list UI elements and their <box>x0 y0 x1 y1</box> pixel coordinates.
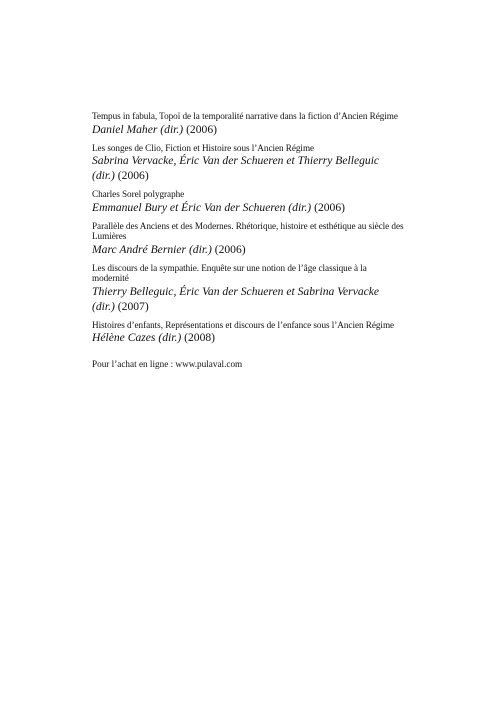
book-entry-5 <box>92 263 404 314</box>
book-author: Marc André Bernier <box>92 242 187 256</box>
book-author: Hélène Cazes <box>92 331 156 344</box>
book-dir-label: (dir.) <box>160 122 184 136</box>
book-entry-6 <box>92 320 404 346</box>
book-dir-label: (dir.) <box>92 299 115 313</box>
book-dir-label: (dir.) <box>158 331 182 344</box>
book-year: (2006) <box>314 200 345 214</box>
book-year: (2006) <box>117 169 149 182</box>
book-author-line <box>92 284 404 314</box>
book-year: (2008) <box>184 331 216 344</box>
book-year: (2006) <box>214 242 246 256</box>
book-author-line <box>92 330 404 345</box>
book-author: Sabrina Vervacke, Éric Van der Schueren et Thierry Belleguic <box>92 154 380 167</box>
book-list <box>92 111 404 379</box>
book-year: (2006) <box>186 122 217 136</box>
book-author: Thierry Belleguic, Éric Van der Schueren et Sabrina Vervacke <box>92 284 380 298</box>
book-dir-label: (dir.) <box>92 169 115 182</box>
book-title: Tempus in fabula, Topoï de la temporalité narrative dans la fiction d’Ancien Régime <box>92 111 398 121</box>
book-title: Charles Sorel polygraphe <box>92 189 185 199</box>
book-author-line <box>92 242 404 257</box>
book-author: Emmanuel Bury et Éric Van der Schueren <box>92 200 286 214</box>
book-author-line <box>92 122 404 137</box>
book-entry-2 <box>92 143 404 184</box>
book-year: (2007) <box>117 299 149 313</box>
book-title: Histoires d’enfants, Représentations et discours de l’enfance sous l’Ancien Régime <box>92 319 395 330</box>
book-entry-1 <box>92 111 404 137</box>
book-author: Daniel Maher <box>92 122 158 136</box>
book-entry-3 <box>92 189 404 215</box>
book-dir-label: (dir.) <box>188 242 212 256</box>
book-author-line <box>92 200 404 215</box>
book-dir-label: (dir.) <box>288 200 312 214</box>
book-author-line <box>92 153 404 183</box>
book-title: Les discours de la sympathie. Enquête sur une notion de l’âge classique à la modernité <box>92 262 367 283</box>
book-entry-4 <box>92 221 404 257</box>
book-title: Les songes de Clio, Fiction et Histoire sous l’Ancien Régime <box>92 142 315 153</box>
online-purchase-note: Pour l’achat en ligne : www.pulaval.com <box>92 359 243 369</box>
book-title: Parallèle des Anciens et des Modernes. Rhétorique, histoire et esthétique au siècle des Lumières <box>92 220 404 241</box>
